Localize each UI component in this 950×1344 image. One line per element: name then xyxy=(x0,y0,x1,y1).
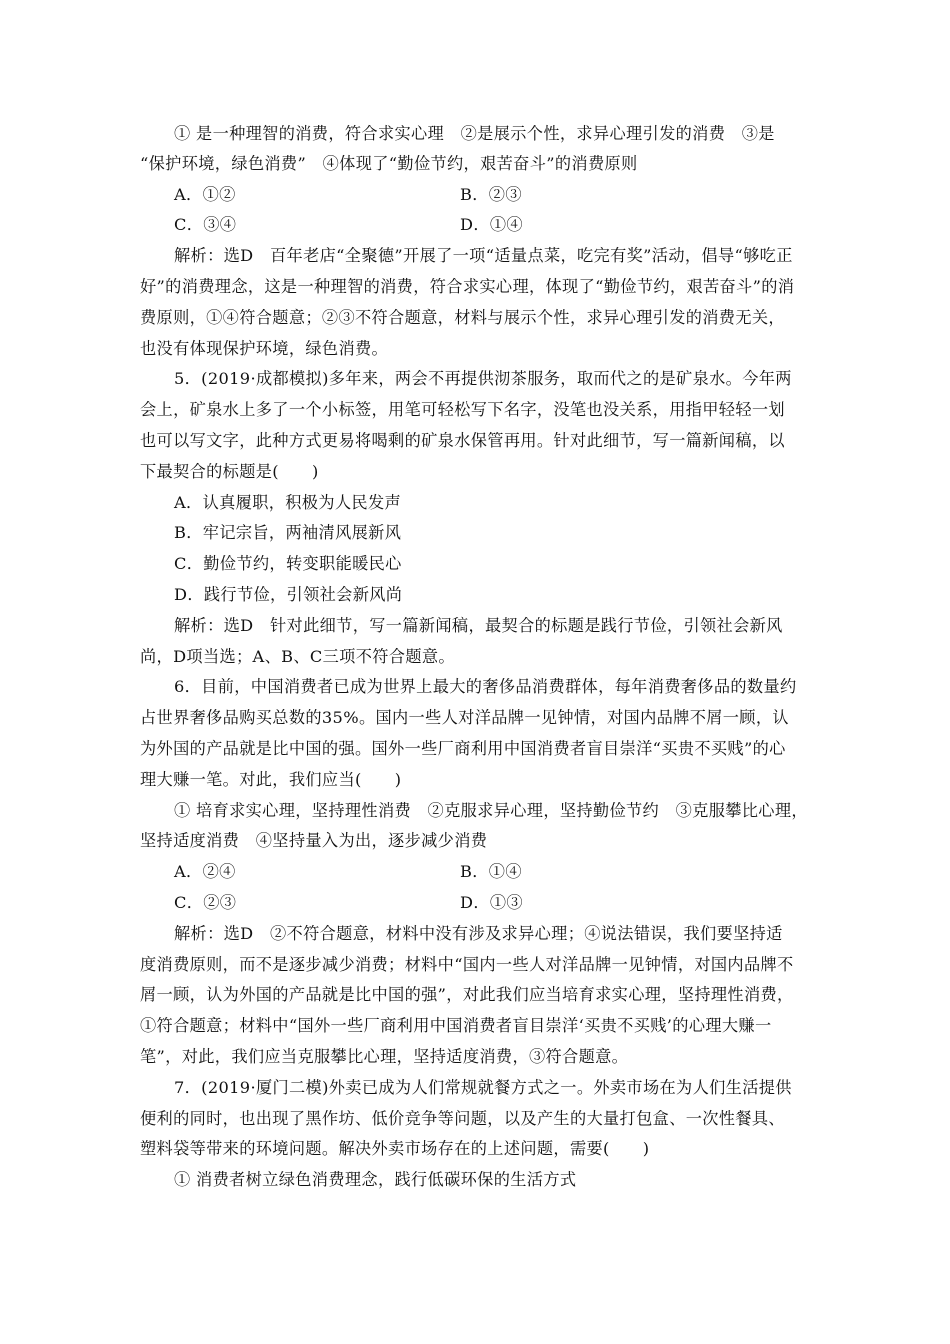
q6-statements-line-1: ① 培育求实心理，坚持理性消费 ②克服求异心理，坚持勤俭节约 ③克服攀比心理， xyxy=(174,801,808,820)
q5-option-b: B．牢记宗旨，两袖清风展新风 xyxy=(174,523,402,542)
q6-analysis-line-2: 度消费原则，而不是逐步减少消费；材料中“国内一些人对洋品牌一见钟情，对国内品牌不 xyxy=(140,955,794,974)
q5-option-d: D．践行节俭，引领社会新风尚 xyxy=(174,585,403,604)
q4-analysis-line-4: 也没有体现保护环境，绿色消费。 xyxy=(140,339,389,358)
q6-option-d: D．①③ xyxy=(460,893,523,912)
q6-option-a: A．②④ xyxy=(174,862,236,881)
q5-stem-line-1: 5．(2019·成都模拟)多年来，两会不再提供沏茶服务，取而代之的是矿泉水。今年两 xyxy=(174,369,792,388)
q5-analysis-line-1: 解析：选D 针对此细节，写一篇新闻稿，最契合的标题是践行节俭，引领社会新风 xyxy=(174,616,783,635)
q5-stem-line-3: 也可以写文字，此种方式更易将喝剩的矿泉水保管再用。针对此细节，写一篇新闻稿，以 xyxy=(140,431,785,450)
q5-stem-line-4: 下最契合的标题是( ) xyxy=(140,462,319,481)
q7-stem-line-3: 塑料袋等带来的环境问题。解决外卖市场存在的上述问题，需要( ) xyxy=(140,1139,650,1158)
q6-option-c: C．②③ xyxy=(174,893,237,912)
q6-analysis-line-3: 屑一顾，认为外国的产品就是比中国的强”，对此我们应当培育求实心理，坚持理性消费， xyxy=(140,985,794,1004)
q6-analysis-line-1: 解析：选D ②不符合题意，材料中没有涉及求异心理；④说法错误，我们要坚持适 xyxy=(174,924,783,943)
q4-statements-line-2: “保护环境，绿色消费” ④体现了“勤俭节约，艰苦奋斗”的消费原则 xyxy=(140,154,638,173)
q5-option-c: C．勤俭节约，转变职能暖民心 xyxy=(174,554,402,573)
q6-analysis-line-5: 笔”，对此，我们应当克服攀比心理，坚持适度消费，③符合题意。 xyxy=(140,1047,629,1066)
q4-option-a: A．①② xyxy=(174,185,236,204)
q7-statement-1: ① 消费者树立绿色消费理念，践行低碳环保的生活方式 xyxy=(174,1170,577,1189)
q7-stem-line-2: 便利的同时，也出现了黑作坊、低价竞争等问题，以及产生的大量打包盒、一次性餐具、 xyxy=(140,1109,785,1128)
q6-stem-line-3: 为外国的产品就是比中国的强。国外一些厂商利用中国消费者盲目崇洋“买贵不买贱”的心 xyxy=(140,739,786,758)
q4-option-c: C．③④ xyxy=(174,215,237,234)
q6-stem-line-4: 理大赚一笔。对此，我们应当( ) xyxy=(140,770,402,789)
q6-stem-line-2: 占世界奢侈品购买总数的35%。国内一些人对洋品牌一见钟情，对国内品牌不屑一顾，认 xyxy=(140,708,789,727)
q4-option-d: D．①④ xyxy=(460,215,523,234)
q6-statements-line-2: 坚持适度消费 ④坚持量入为出，逐步减少消费 xyxy=(140,831,488,850)
q5-analysis-line-2: 尚，D项当选；A、B、C三项不符合题意。 xyxy=(140,647,455,666)
q4-statements-line-1: ① 是一种理智的消费，符合求实心理 ②是展示个性，求异心理引发的消费 ③是 xyxy=(174,124,775,143)
q6-stem-line-1: 6．目前，中国消费者已成为世界上最大的奢侈品消费群体，每年消费奢侈品的数量约 xyxy=(174,677,797,696)
q7-stem-line-1: 7．(2019·厦门二模)外卖已成为人们常规就餐方式之一。外卖市场在为人们生活提供 xyxy=(174,1078,792,1097)
q5-stem-line-2: 会上，矿泉水上多了一个小标签，用笔可轻松写下名字，没笔也没关系，用指甲轻轻一划 xyxy=(140,400,785,419)
q4-analysis-line-1: 解析：选D 百年老店“全聚德”开展了一项“适量点菜，吃完有奖”活动，倡导“够吃正 xyxy=(174,246,793,265)
q4-analysis-line-3: 费原则，①④符合题意；②③不符合题意，材料与展示个性，求异心理引发的消费无关， xyxy=(140,308,785,327)
q4-option-b: B．②③ xyxy=(460,185,522,204)
q4-analysis-line-2: 好”的消费理念，这是一种理智的消费，符合求实心理，体现了“勤俭节约，艰苦奋斗”的消 xyxy=(140,277,795,296)
q5-option-a: A．认真履职，积极为人民发声 xyxy=(174,493,402,512)
q6-option-b: B．①④ xyxy=(460,862,522,881)
q6-analysis-line-4: ①符合题意；材料中“国外一些厂商利用中国消费者盲目崇洋‘买贵不买贱’的心理大赚一 xyxy=(140,1016,772,1035)
